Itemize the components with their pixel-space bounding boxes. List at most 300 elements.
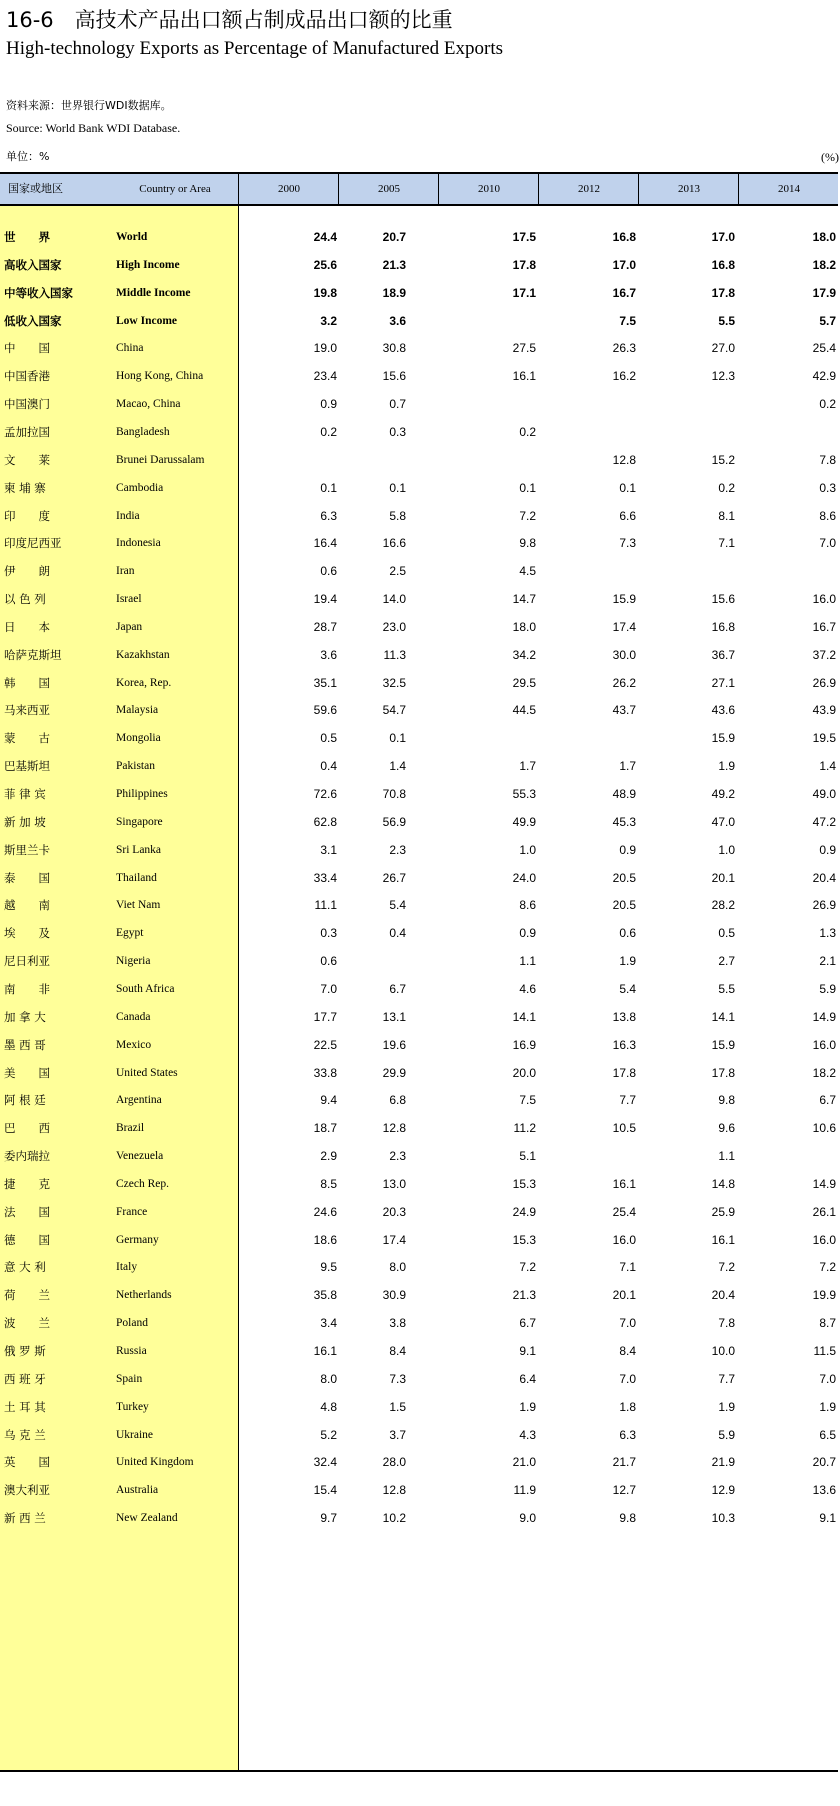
- value-cell-2012: 48.9: [612, 787, 636, 801]
- value-cell-2010: 49.9: [512, 814, 536, 829]
- value-cell-2010: 9.8: [519, 536, 536, 551]
- value-cell-2000: 33.4: [313, 870, 337, 885]
- table-row: [0, 501, 838, 531]
- value-cell-2012: 17.0: [612, 257, 636, 272]
- value-cell-2010: 4.5: [519, 564, 536, 579]
- country-name-en: South Africa: [116, 982, 175, 995]
- value-cell-2005: 8.4: [389, 1344, 406, 1358]
- table-row: [0, 1475, 838, 1505]
- value-cell-2010: 0.9: [519, 926, 536, 941]
- table-row: [0, 473, 838, 503]
- value-cell-2010: 1.7: [519, 759, 536, 774]
- value-cell-2000: 18.7: [313, 1121, 337, 1136]
- value-cell-2014: 14.9: [812, 1176, 836, 1191]
- country-name-en: Brunei Darussalam: [116, 453, 205, 466]
- value-cell-2014: 7.0: [819, 536, 836, 551]
- value-cell-2005: 30.8: [382, 341, 406, 356]
- table-row: [0, 723, 838, 753]
- value-cell-2014: 9.1: [819, 1511, 836, 1526]
- value-cell-2013: 0.5: [718, 926, 735, 941]
- table-row: [0, 807, 838, 837]
- country-name-en: Mongolia: [116, 732, 161, 745]
- table-row: [0, 1392, 838, 1422]
- value-cell-2014: 18.2: [812, 257, 836, 272]
- value-cell-2012: 17.8: [612, 1065, 636, 1080]
- value-cell-2005: 12.8: [382, 1121, 406, 1136]
- value-cell-2000: 7.0: [320, 981, 337, 996]
- value-cell-2012: 1.9: [619, 954, 636, 969]
- table-row: [0, 751, 838, 781]
- value-cell-2013: 16.8: [711, 257, 735, 272]
- value-cell-2005: 21.3: [382, 257, 406, 272]
- value-cell-2010: 29.5: [512, 675, 536, 690]
- country-name-en: Brazil: [116, 1122, 145, 1135]
- value-cell-2014: [766, 1141, 836, 1171]
- value-cell-2005: 56.9: [382, 814, 406, 829]
- table-row: [0, 1002, 838, 1032]
- value-cell-2014: [766, 556, 836, 586]
- value-cell-2005: 13.0: [382, 1176, 406, 1191]
- country-name-en: Mexico: [116, 1038, 152, 1051]
- value-cell-2014: 0.9: [819, 842, 836, 857]
- table-title-chinese: 16-6 高技术产品出口额占制成品出口额的比重: [6, 8, 453, 32]
- value-cell-2000: 6.3: [320, 508, 337, 523]
- value-cell-2005: 3.6: [389, 313, 406, 328]
- value-cell-2013: [665, 389, 735, 419]
- table-row: [0, 946, 838, 976]
- value-cell-2000: 8.5: [320, 1176, 337, 1191]
- country-name-en: World: [116, 231, 148, 243]
- value-cell-2005: 2.5: [389, 564, 406, 579]
- value-cell-2012: [566, 417, 636, 447]
- value-cell-2012: 12.8: [612, 452, 636, 467]
- value-cell-2013: 5.9: [718, 1427, 735, 1442]
- value-cell-2010: 1.0: [519, 842, 536, 857]
- value-cell-2005: 26.7: [382, 870, 406, 885]
- value-cell-2010: 21.3: [512, 1288, 536, 1303]
- country-name-en: Malaysia: [116, 704, 159, 717]
- value-cell-2010: 7.2: [519, 1260, 536, 1275]
- value-cell-2014: 18.2: [812, 1065, 836, 1080]
- country-name-cn: 中 国: [4, 341, 50, 356]
- value-cell-2014: 6.5: [819, 1427, 836, 1442]
- value-cell-2013: 12.9: [711, 1483, 735, 1498]
- country-name-en: Argentina: [116, 1094, 162, 1107]
- value-cell-2005: 1.4: [389, 759, 406, 774]
- value-cell-2000: 0.3: [320, 926, 337, 941]
- value-cell-2000: 2.9: [320, 1149, 337, 1164]
- country-name-cn: 新 西 兰: [4, 1511, 46, 1526]
- value-cell-2000: 3.4: [320, 1316, 337, 1331]
- country-name-cn: 乌 克 兰: [4, 1427, 46, 1442]
- value-cell-2013: 15.2: [711, 452, 735, 467]
- value-cell-2014: 14.9: [812, 1009, 836, 1024]
- table-row: [0, 417, 838, 447]
- value-cell-2010: 11.2: [513, 1121, 536, 1136]
- value-cell-2014: 11.5: [813, 1344, 836, 1358]
- table-row: [0, 1141, 838, 1171]
- country-name-en: Hong Kong, China: [116, 370, 204, 383]
- value-cell-2014: 7.2: [819, 1260, 836, 1275]
- value-cell-2005: 54.7: [382, 703, 406, 718]
- value-cell-2013: 49.2: [711, 787, 735, 801]
- value-cell-2005: 20.3: [382, 1204, 406, 1219]
- value-cell-2005: 30.9: [382, 1288, 406, 1303]
- table-row: [0, 779, 838, 809]
- country-name-cn: 阿 根 廷: [4, 1093, 46, 1108]
- value-cell-2010: 24.9: [512, 1204, 536, 1219]
- value-cell-2000: 9.5: [320, 1260, 337, 1275]
- table-row: [0, 1113, 838, 1143]
- value-cell-2012: 16.7: [612, 285, 636, 300]
- value-cell-2013: 25.9: [711, 1204, 735, 1219]
- value-cell-2014: 7.8: [819, 452, 836, 467]
- header-country-cn: 国家或地区: [8, 182, 63, 195]
- value-cell-2010: 20.0: [512, 1065, 536, 1080]
- value-cell-2005: 2.3: [389, 1149, 406, 1164]
- table-row: [0, 445, 838, 475]
- value-cell-2013: 14.8: [711, 1176, 735, 1191]
- country-name-en: Russia: [116, 1345, 147, 1357]
- country-name-cn: 印度尼西亚: [4, 536, 62, 551]
- value-cell-2010: 15.3: [512, 1232, 536, 1247]
- value-cell-2010: 21.0: [512, 1455, 536, 1470]
- value-cell-2012: [566, 723, 636, 753]
- value-cell-2014: 26.9: [812, 898, 836, 913]
- value-cell-2012: 20.5: [612, 898, 636, 913]
- value-cell-2000: 19.0: [313, 341, 337, 356]
- country-name-en: Cambodia: [116, 481, 164, 494]
- table-row: [0, 389, 838, 419]
- value-cell-2012: 17.4: [612, 619, 636, 634]
- table-row: [0, 640, 838, 670]
- value-cell-2013: 15.9: [711, 731, 735, 746]
- country-name-en: Bangladesh: [116, 425, 170, 438]
- country-name-cn: 蒙 古: [4, 731, 50, 746]
- value-cell-2000: 3.6: [320, 647, 337, 662]
- value-cell-2005: 15.6: [382, 369, 406, 384]
- value-cell-2005: 23.0: [382, 619, 406, 634]
- country-name-en: Germany: [116, 1233, 159, 1246]
- country-name-cn: 新 加 坡: [4, 814, 46, 829]
- country-name-cn: 柬 埔 寨: [4, 480, 46, 495]
- value-cell-2000: 0.4: [320, 759, 337, 774]
- country-name-en: Iran: [116, 565, 135, 578]
- value-cell-2012: 13.8: [612, 1009, 636, 1024]
- value-cell-2005: 1.5: [389, 1399, 406, 1414]
- value-cell-2014: [766, 417, 836, 447]
- value-cell-2012: 7.0: [619, 1371, 636, 1386]
- value-cell-2000: 9.4: [320, 1093, 337, 1108]
- value-cell-2014: 37.2: [812, 647, 836, 662]
- country-name-en: New Zealand: [116, 1512, 178, 1525]
- value-cell-2005: 0.1: [389, 480, 406, 495]
- table-row: [0, 1169, 838, 1199]
- value-cell-2014: 47.2: [812, 814, 836, 829]
- value-cell-2013: 9.6: [718, 1121, 735, 1136]
- value-cell-2012: 16.3: [612, 1037, 636, 1052]
- value-cell-2000: [267, 445, 337, 475]
- country-name-en: United States: [116, 1066, 178, 1079]
- value-cell-2013: 1.1: [718, 1149, 735, 1164]
- value-cell-2014: 16.7: [812, 619, 836, 634]
- value-cell-2005: 2.3: [389, 842, 406, 857]
- value-cell-2010: 6.7: [519, 1316, 536, 1331]
- value-cell-2013: 36.7: [711, 647, 735, 662]
- value-cell-2005: 11.3: [383, 647, 406, 662]
- value-cell-2000: 59.6: [313, 703, 337, 718]
- value-cell-2012: [566, 556, 636, 586]
- table-row: [0, 612, 838, 642]
- country-name-en: Middle Income: [116, 286, 191, 299]
- value-cell-2014: 8.7: [819, 1316, 836, 1331]
- country-name-en: Ukraine: [116, 1428, 154, 1441]
- value-cell-2000: 35.8: [313, 1288, 337, 1303]
- value-cell-2005: 70.8: [382, 787, 406, 801]
- value-cell-2000: 62.8: [313, 814, 337, 829]
- value-cell-2000: 16.4: [313, 536, 337, 551]
- value-cell-2014: 16.0: [812, 592, 836, 607]
- value-cell-2000: 0.6: [320, 564, 337, 579]
- value-cell-2000: 11.1: [314, 898, 337, 913]
- country-name-en: India: [116, 509, 140, 522]
- value-cell-2012: 20.5: [612, 870, 636, 885]
- data-table: [0, 172, 838, 1772]
- value-cell-2000: 15.4: [313, 1483, 337, 1498]
- country-name-en: Venezuela: [116, 1150, 164, 1163]
- value-cell-2000: 3.1: [320, 842, 337, 857]
- value-cell-2013: 1.9: [718, 759, 735, 774]
- value-cell-2000: 18.6: [313, 1232, 337, 1247]
- value-cell-2013: 5.5: [718, 981, 735, 996]
- value-cell-2014: 20.7: [812, 1455, 836, 1470]
- table-row: [0, 528, 838, 558]
- value-cell-2013: 1.0: [718, 842, 735, 857]
- value-cell-2012: 25.4: [612, 1204, 636, 1219]
- value-cell-2010: [466, 723, 536, 753]
- unit-label-english: (%): [821, 150, 839, 164]
- value-cell-2000: 33.8: [313, 1065, 337, 1080]
- value-cell-2013: 20.1: [711, 870, 735, 885]
- country-name-cn: 法 国: [4, 1204, 50, 1219]
- country-name-en: Israel: [116, 593, 142, 606]
- country-name-cn: 马来西亚: [4, 703, 50, 718]
- table-row: [0, 1225, 838, 1255]
- value-cell-2012: 0.9: [619, 842, 636, 857]
- country-name-cn: 越 南: [4, 898, 50, 913]
- value-cell-2010: 11.9: [513, 1483, 536, 1498]
- country-name-cn: 美 国: [4, 1065, 50, 1080]
- value-cell-2010: 4.6: [519, 981, 536, 996]
- country-name-en: Italy: [116, 1261, 138, 1274]
- value-cell-2000: 0.5: [320, 731, 337, 746]
- value-cell-2000: 22.5: [313, 1037, 337, 1052]
- table-row: [0, 278, 838, 308]
- table-row: [0, 333, 838, 363]
- value-cell-2014: 43.9: [812, 703, 836, 718]
- value-cell-2014: 0.3: [819, 480, 836, 495]
- country-name-en: Thailand: [116, 871, 157, 884]
- value-cell-2013: 12.3: [711, 369, 735, 384]
- value-cell-2013: 43.6: [711, 703, 735, 718]
- country-name-cn: 文 莱: [4, 452, 50, 467]
- table-row: [0, 1085, 838, 1115]
- country-name-cn: 巴 西: [4, 1121, 50, 1136]
- table-row: [0, 918, 838, 948]
- country-name-en: Japan: [116, 620, 143, 633]
- value-cell-2005: 18.9: [382, 285, 406, 300]
- country-name-cn: 中国澳门: [4, 397, 50, 412]
- value-cell-2014: 16.0: [812, 1037, 836, 1052]
- value-cell-2000: 0.1: [320, 480, 337, 495]
- table-row: [0, 1030, 838, 1060]
- value-cell-2005: 0.7: [389, 397, 406, 412]
- country-name-en: Indonesia: [116, 537, 161, 550]
- table-row: [0, 1252, 838, 1282]
- header-year-2010: 2010: [438, 174, 539, 204]
- table-row: [0, 1420, 838, 1450]
- value-cell-2014: 1.4: [819, 759, 836, 774]
- country-name-cn: 泰 国: [4, 870, 50, 885]
- value-cell-2010: [466, 389, 536, 419]
- country-name-cn: 以 色 列: [4, 592, 46, 607]
- value-cell-2005: 29.9: [382, 1065, 406, 1080]
- value-cell-2013: 1.9: [718, 1399, 735, 1414]
- value-cell-2014: 26.1: [812, 1204, 836, 1219]
- country-name-en: Nigeria: [116, 955, 151, 968]
- value-cell-2010: 17.5: [512, 230, 536, 244]
- value-cell-2005: 0.3: [389, 424, 406, 439]
- value-cell-2005: 20.7: [382, 230, 406, 244]
- value-cell-2012: 16.1: [612, 1176, 636, 1191]
- value-cell-2012: 7.3: [619, 536, 636, 551]
- country-name-cn: 委内瑞拉: [4, 1149, 50, 1164]
- value-cell-2010: 5.1: [519, 1149, 536, 1164]
- value-cell-2012: 1.7: [619, 759, 636, 774]
- value-cell-2013: 47.0: [711, 814, 735, 829]
- value-cell-2012: 30.0: [612, 647, 636, 662]
- table-row: [0, 556, 838, 586]
- header-country-en: Country or Area: [139, 183, 211, 195]
- source-note-english: Source: World Bank WDI Database.: [6, 121, 181, 135]
- value-cell-2014: 26.9: [812, 675, 836, 690]
- value-cell-2013: [665, 417, 735, 447]
- value-cell-2005: 3.7: [389, 1427, 406, 1442]
- table-row: [0, 1364, 838, 1394]
- value-cell-2013: 10.3: [711, 1511, 735, 1526]
- value-cell-2014: 10.6: [812, 1121, 836, 1136]
- value-cell-2005: 13.1: [382, 1009, 406, 1024]
- country-name-cn: 中国香港: [4, 369, 50, 384]
- value-cell-2005: 8.0: [389, 1260, 406, 1275]
- country-name-en: Sri Lanka: [116, 843, 162, 856]
- table-row: [0, 668, 838, 698]
- header-year-2005: 2005: [338, 174, 439, 204]
- value-cell-2000: 72.6: [313, 787, 337, 801]
- header-year-2013: 2013: [638, 174, 739, 204]
- unit-label-chinese: 单位：%: [6, 150, 50, 163]
- value-cell-2000: 19.8: [313, 285, 337, 300]
- value-cell-2013: 2.7: [718, 954, 735, 969]
- value-cell-2013: 10.0: [711, 1344, 735, 1358]
- table-row: [0, 222, 838, 252]
- value-cell-2010: 15.3: [512, 1176, 536, 1191]
- value-cell-2012: 8.4: [619, 1344, 636, 1358]
- value-cell-2000: 17.7: [313, 1009, 337, 1024]
- value-cell-2000: 0.6: [320, 954, 337, 969]
- value-cell-2010: 0.2: [519, 424, 536, 439]
- value-cell-2000: 16.1: [313, 1344, 337, 1358]
- value-cell-2013: 14.1: [711, 1009, 735, 1024]
- value-cell-2010: 0.1: [519, 480, 536, 495]
- value-cell-2013: 15.9: [711, 1037, 735, 1052]
- country-name-cn: 波 兰: [4, 1316, 50, 1331]
- country-name-cn: 意 大 利: [4, 1260, 46, 1275]
- table-row: [0, 361, 838, 391]
- value-cell-2000: 23.4: [313, 369, 337, 384]
- country-name-en: United Kingdom: [116, 1456, 194, 1469]
- value-cell-2010: 9.0: [519, 1511, 536, 1526]
- country-name-cn: 菲 律 宾: [4, 787, 46, 801]
- value-cell-2005: 14.0: [382, 592, 406, 607]
- value-cell-2012: 15.9: [612, 592, 636, 607]
- header-year-2012: 2012: [538, 174, 639, 204]
- value-cell-2012: [566, 1141, 636, 1171]
- value-cell-2013: 7.1: [718, 536, 735, 551]
- value-cell-2014: 49.0: [812, 787, 836, 801]
- table-row: [0, 1058, 838, 1088]
- value-cell-2012: 12.7: [612, 1483, 636, 1498]
- value-cell-2000: 0.2: [320, 424, 337, 439]
- value-cell-2012: 7.7: [619, 1093, 636, 1108]
- value-cell-2014: 8.6: [819, 508, 836, 523]
- table-row: [0, 1336, 838, 1366]
- value-cell-2013: 7.8: [718, 1316, 735, 1331]
- country-name-en: Macao, China: [116, 398, 181, 411]
- value-cell-2010: 18.0: [512, 619, 536, 634]
- table-title-english: High-technology Exports as Percentage of Manufactured Exports: [6, 38, 504, 59]
- value-cell-2014: 0.2: [819, 397, 836, 412]
- value-cell-2005: 5.8: [389, 508, 406, 523]
- value-cell-2000: 9.7: [320, 1511, 337, 1526]
- value-cell-2010: 1.9: [519, 1399, 536, 1414]
- value-cell-2010: 7.2: [519, 508, 536, 523]
- value-cell-2014: 1.9: [819, 1399, 836, 1414]
- value-cell-2005: 19.6: [382, 1037, 406, 1052]
- value-cell-2005: 28.0: [382, 1455, 406, 1470]
- value-cell-2012: 9.8: [619, 1511, 636, 1526]
- value-cell-2013: 17.0: [711, 230, 735, 244]
- value-cell-2012: 0.6: [619, 926, 636, 941]
- value-cell-2013: 17.8: [711, 285, 735, 300]
- value-cell-2010: [466, 445, 536, 475]
- value-cell-2000: 35.1: [313, 675, 337, 690]
- value-cell-2000: 24.4: [313, 230, 337, 244]
- value-cell-2005: 0.4: [389, 926, 406, 941]
- country-name-en: Philippines: [116, 788, 168, 800]
- table-row: [0, 584, 838, 614]
- value-cell-2010: [466, 306, 536, 336]
- value-cell-2000: 0.9: [320, 397, 337, 412]
- value-cell-2005: 0.1: [389, 731, 406, 746]
- table-row: [0, 1197, 838, 1227]
- value-cell-2013: 21.9: [711, 1455, 735, 1470]
- value-cell-2014: 17.9: [812, 285, 836, 300]
- table-row: [0, 835, 838, 865]
- value-cell-2013: 9.8: [718, 1093, 735, 1108]
- value-cell-2010: 9.1: [519, 1344, 536, 1358]
- value-cell-2000: 19.4: [313, 592, 337, 607]
